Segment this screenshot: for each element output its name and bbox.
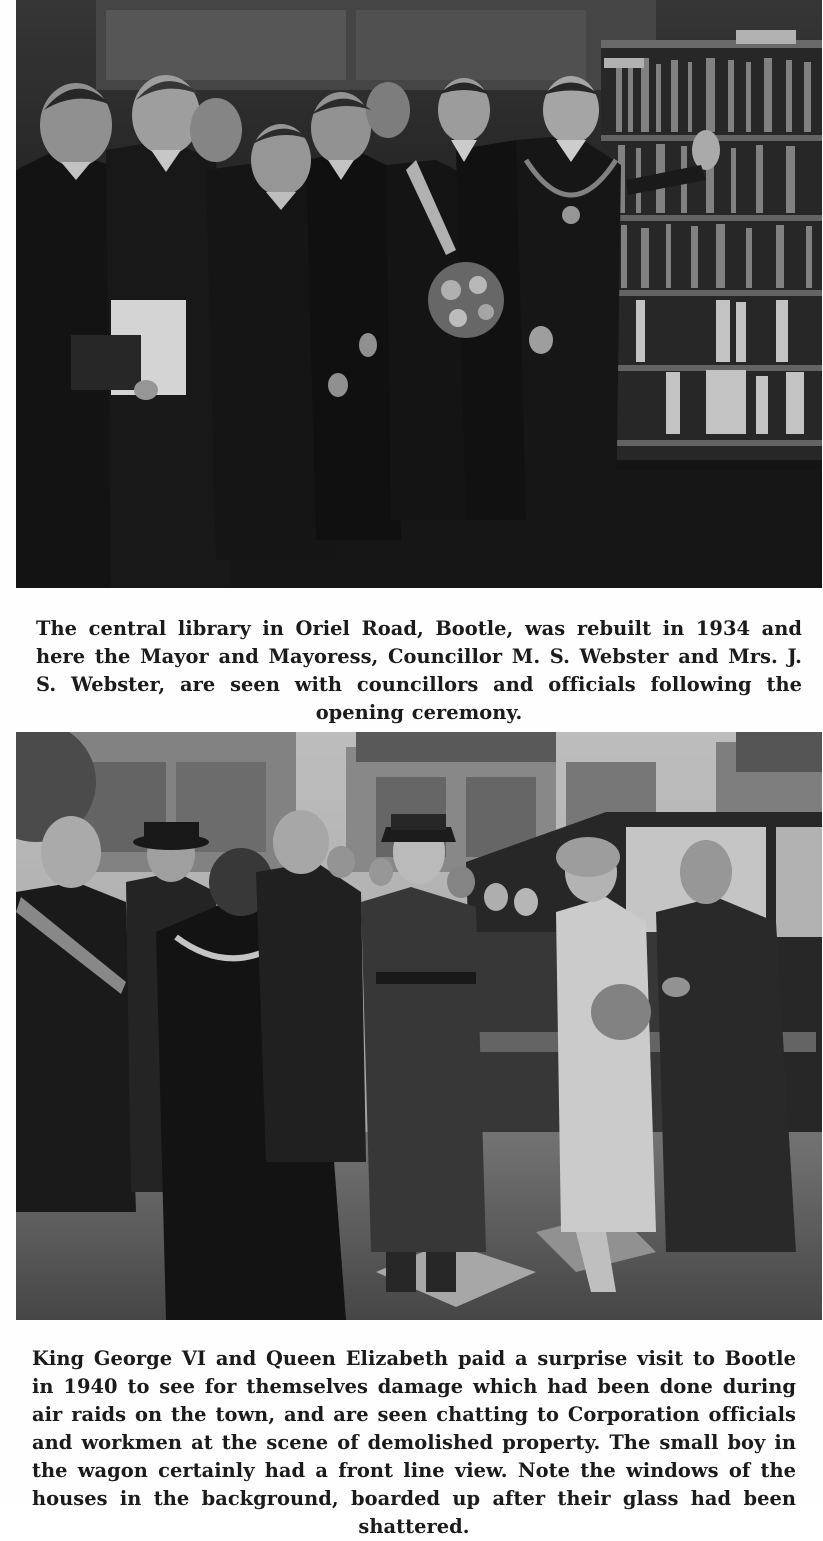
royal-visit-photo-caption: King George VI and Queen Elizabeth paid a surprise visit to Bootle in 1940 to see for themselves damage which had been done during air raids on the town, and are seen chatting to Corporation officials and workmen at the scene of demolished property. The small boy in the wagon certainly had a front line view. Note the windows of the houses in the background, boarded up after their glass had been shattered.	[32, 1347, 796, 1539]
royal-visit-photo	[16, 732, 822, 1320]
royal-visit-illustration	[16, 732, 822, 1320]
library-opening-illustration	[16, 0, 822, 588]
library-opening-photo	[16, 0, 822, 588]
library-photo-caption: The central library in Oriel Road, Bootle, was rebuilt in 1934 and here the Mayor and Mayoress, Councillor M. S. Webster and Mrs. J. S. Webster, are seen with councillors and officials following the opening ceremony.	[36, 617, 802, 725]
